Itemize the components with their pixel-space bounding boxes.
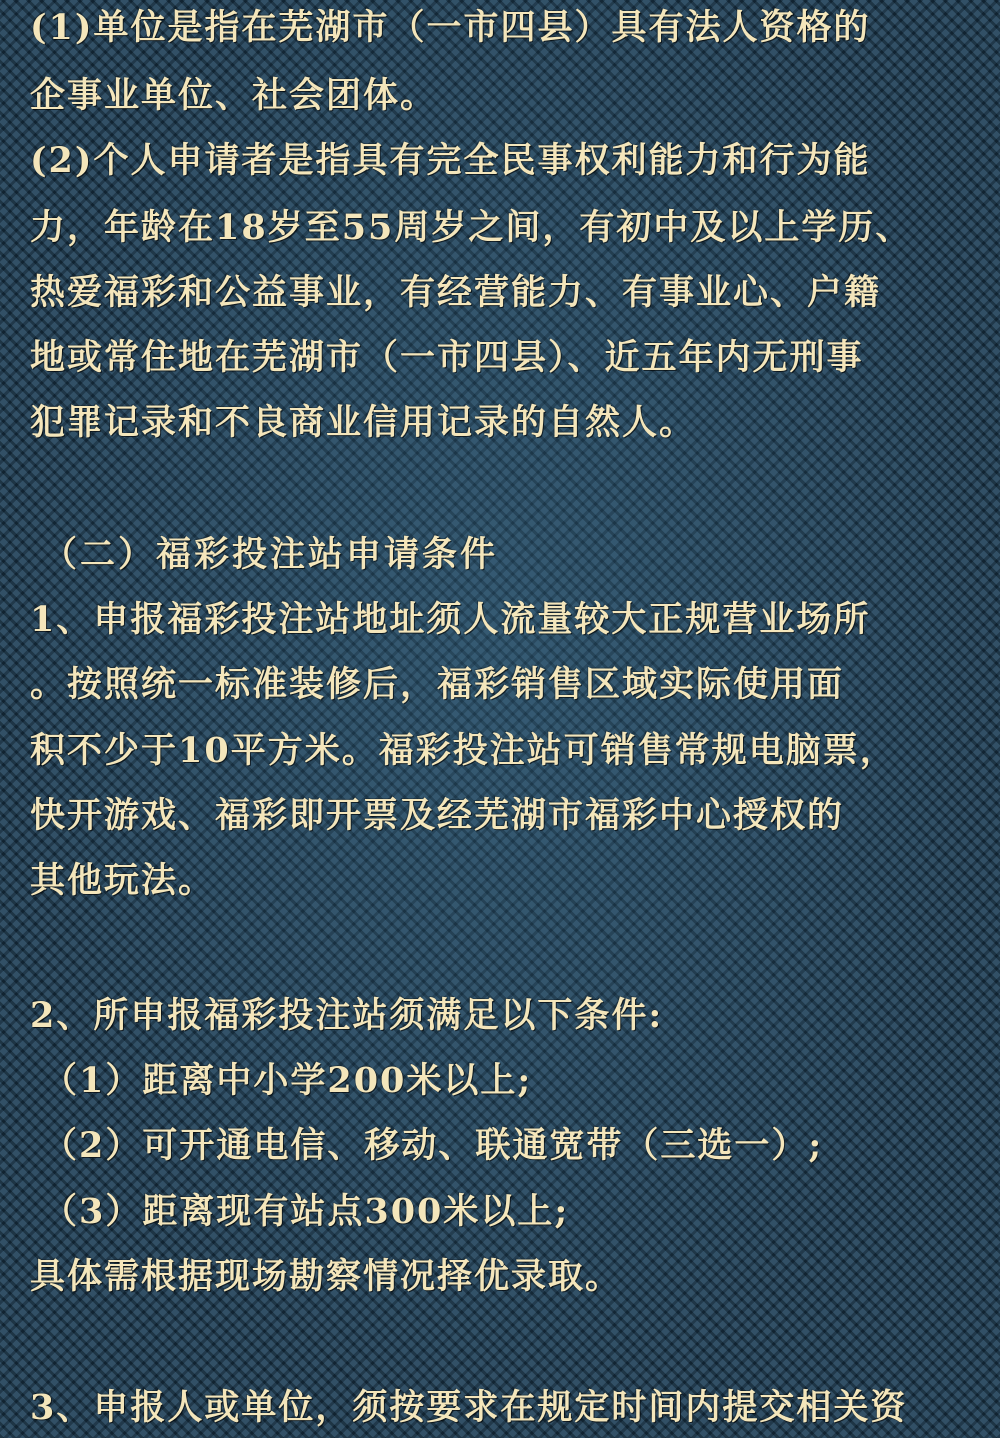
paragraph-line-11: 快开游戏、福彩即开票及经芜湖市福彩中心授权的 [30, 795, 845, 836]
paragraph-line-14: 具体需根据现场勘察情况择优录取。 [30, 1256, 623, 1297]
paragraph-line-3: (2)个人申请者是指具有完全民事权利能力和行为能 [30, 140, 871, 181]
paragraph-line-1: (1)单位是指在芜湖市（一市四县）具有法人资格的 [30, 7, 871, 48]
list-item-3: （3）距离现有站点300米以上; [42, 1191, 570, 1232]
paragraph-line-7: 犯罪记录和不良商业信用记录的自然人。 [30, 402, 697, 443]
paragraph-line-6: 地或常住地在芜湖市（一市四县）、近五年内无刑事 [30, 337, 864, 378]
section-heading: （二）福彩投注站申请条件 [42, 534, 499, 575]
list-item-2: （2）可开通电信、移动、联通宽带（三选一）; [42, 1125, 824, 1166]
paragraph-line-10: 积不少于10平方米。福彩投注站可销售常规电脑票， [30, 730, 897, 771]
paragraph-line-8: 1、申报福彩投注站地址须人流量较大正规营业场所 [30, 599, 871, 640]
paragraph-line-12: 其他玩法。 [30, 860, 216, 901]
list-item-1: （1）距离中小学200米以上; [42, 1060, 533, 1101]
paragraph-line-4: 力，年龄在18岁至55周岁之间，有初中及以上学历、 [30, 207, 913, 248]
paragraph-line-2: 企事业单位、社会团体。 [30, 75, 438, 116]
paragraph-line-9: 。按照统一标准装修后，福彩销售区域实际使用面 [30, 664, 845, 705]
paragraph-line-13: 2、所申报福彩投注站须满足以下条件: [30, 995, 664, 1036]
paragraph-line-15: 3、申报人或单位，须按要求在规定时间内提交相关资 [30, 1387, 908, 1428]
paragraph-line-5: 热爱福彩和公益事业，有经营能力、有事业心、户籍 [30, 272, 882, 313]
